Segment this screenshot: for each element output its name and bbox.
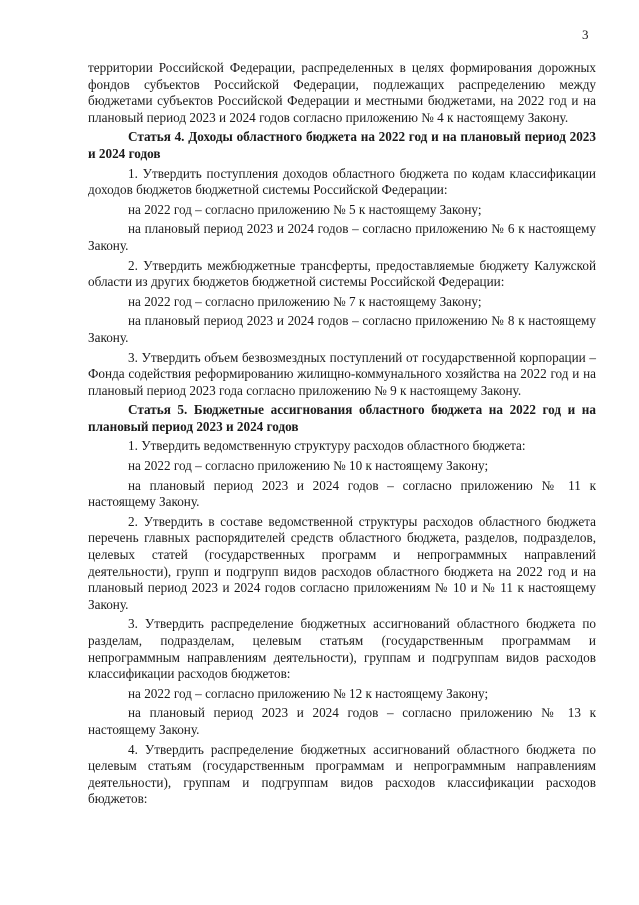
document-body: [88, 60, 596, 811]
paragraph: 2. Утвердить межбюджетные трансферты, предоставляемые бюджету Калужской области из других бюджетов бюджетной системы Российской Федерации:: [88, 257, 596, 290]
article-5-heading: Статья 5. Бюджетные ассигнования областного бюджета на 2022 год и на плановый период 2023 и 2024 годов: [88, 402, 596, 434]
paragraph: 1. Утвердить поступления доходов областного бюджета по кодам классификации доходов бюджетов бюджетной системы Российской Федерации:: [88, 165, 596, 198]
paragraph: на плановый период 2023 и 2024 годов – согласно приложению № 6 к настоящему Закону.: [88, 221, 596, 253]
paragraph: 3. Утвердить объем безвозмездных поступлений от государственной корпорации – Фонда содействия реформированию жилищно-коммунального хозяйства на 2022 год и на плановый период 2023 года согласно приложению № 9 к настоящему Закону.: [88, 349, 596, 398]
paragraph: на плановый период 2023 и 2024 годов – согласно приложению № 11 к настоящему Закону.: [88, 477, 596, 510]
paragraph-continuation: территории Российской Федерации, распределенных в целях формирования дорожных фондов субъектов Российской Федерации, подлежащих распределению между бюджетами субъектов Российской Федерации и местными бюджетами, на 2022 год и на плановый период 2023 и 2024 годов согласно приложению № 4 к настоящему Закону.: [88, 60, 596, 125]
paragraph: 1. Утвердить ведомственную структуру расходов областного бюджета:: [128, 438, 526, 454]
paragraph: 2. Утвердить в составе ведомственной структуры расходов областного бюджета перечень главных распорядителей средств областного бюджета, разделов, подразделов, целевых статей (государственных программ и непрограммных направлений деятельности), групп и подгрупп видов расходов областного бюджета на 2022 год и на плановый период 2023 и 2024 годов согласно приложениям № 10 и № 11 к настоящему Закону.: [88, 513, 596, 612]
paragraph: 4. Утвердить распределение бюджетных ассигнований областного бюджета по целевым статьям (государственным программам и непрограммным направлениям деятельности), группам и подгруппам видов расходов классификации расходов бюджетов:: [88, 741, 596, 807]
paragraph: на 2022 год – согласно приложению № 5 к настоящему Закону;: [128, 201, 482, 217]
paragraph: на плановый период 2023 и 2024 годов – согласно приложению № 13 к настоящему Закону.: [88, 705, 596, 737]
article-4-heading: Статья 4. Доходы областного бюджета на 2022 год и на плановый период 2023 и 2024 годов: [88, 129, 596, 161]
page-number: 3: [582, 27, 589, 42]
paragraph: на 2022 год – согласно приложению № 12 к настоящему Закону;: [128, 685, 489, 701]
paragraph: на 2022 год – согласно приложению № 7 к настоящему Закону;: [128, 293, 482, 309]
paragraph: 3. Утвердить распределение бюджетных ассигнований областного бюджета по разделам, подразделам, целевым статьям (государственным программам и непрограммным направлениям деятельности), группам и подгруппам видов расходов классификации расходов бюджетов:: [88, 616, 596, 682]
paragraph: на 2022 год – согласно приложению № 10 к настоящему Закону;: [128, 458, 489, 474]
paragraph: на плановый период 2023 и 2024 годов – согласно приложению № 8 к настоящему Закону.: [88, 313, 596, 345]
